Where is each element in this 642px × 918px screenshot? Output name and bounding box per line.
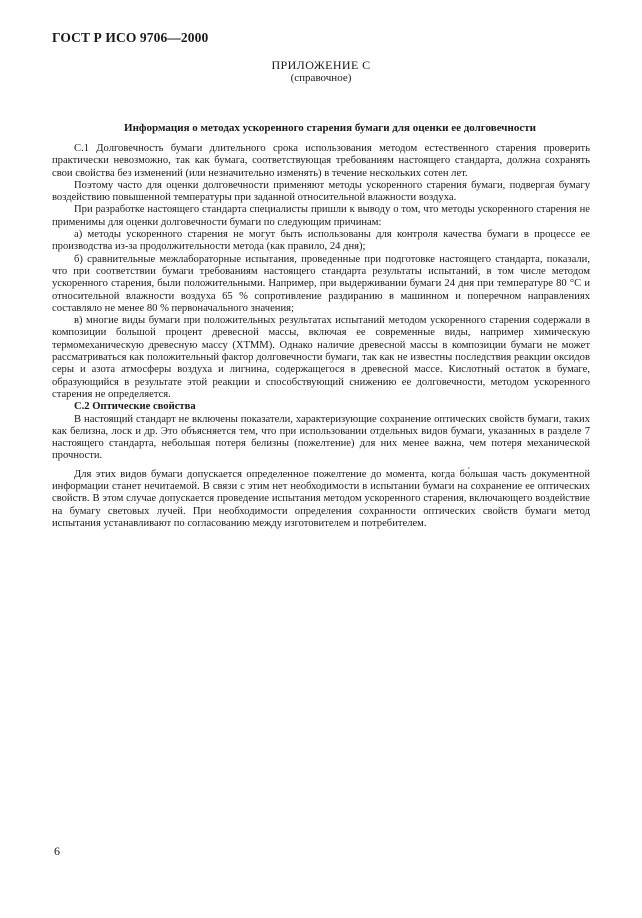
list-item-a: а) методы ускоренного старения не могут быть использованы для контроля качества бумаги в процессе ее производства из-за продолжительности метода (как правило, 24 дня);: [52, 229, 590, 253]
body-text: [52, 143, 590, 530]
page-number: 6: [54, 844, 60, 858]
subsection-heading: С.2 Оптические свойства: [74, 401, 196, 413]
section-title: Информация о методах ускоренного старения бумаги для оценки ее долговечности: [124, 122, 536, 134]
list-item-b: б) сравнительные межлабораторные испытания, проведенные при подготовке настоящего стандарта, показали, что при соответствии бумаги требованиям настоящего стандарта результаты испытаний, в том числе методом ускоренного старения, были положительными. Например, при выдерживании бумаги 24 дня при температуре 80 °С и относительной влажности воздуха 65 % сопротивление раздиранию в машинном и поперечном направлениях составляло не менее 80 % первоначального значения;: [52, 253, 590, 314]
paragraph: Для этих видов бумаги допускается определенное пожелтение до момента, когда бо́льшая часть документной информации станет нечитаемой. В связи с этим нет необходимости в испытании бумаги на сохранение ее оптических свойств. В этом случае допускается проведение испытания методом ускоренного старения, включающего воздействие на бумагу световых лучей. При необходимости определения сохранности оптических свойств бумаги метод испытания устанавливают по согласованию между изготовителем и потребителем.: [52, 468, 590, 529]
document-code: ГОСТ Р ИСО 9706—2000: [52, 30, 209, 45]
list-item-c: в) многие виды бумаги при положительных результатах испытаний методом ускоренного старения содержали в композиции большой процент древесной массы, включая ее современные виды, например химическую термомеханическую древесную массу (ХТММ). Однако наличие древесной массы в композиции бумаги не может рассматриваться как положительный фактор долговечности бумаги, так как не известны последствия реакции оксидов серы и азота атмосферы воздуха и лигнина, содержащегося в древесной массе. Кислотный остаток в бумаге, образующийся в результате этой реакции и способствующий снижению ее долговечности, методом ускоренного старения не определяется.: [52, 315, 590, 400]
paragraph: В настоящий стандарт не включены показатели, характеризующие сохранение оптических свойств бумаги, таких как белизна, лоск и др. Это объясняется тем, что при использовании отдельных видов бумаги, указанных в разделе 7 настоящего стандарта, небольшая потеря белизны (пожелтение) для них менее важна, чем потеря механической прочности.: [52, 413, 590, 462]
appendix-title: ПРИЛОЖЕНИЕ С: [271, 58, 371, 72]
paragraph-c1: С.1 Долговечность бумаги длительного срока использования методом естественного старения проверить практически невозможно, так как бумага, соответствующая требованиям настоящего стандарта, должна сохранять свои свойства без изменений (или незначительно изменять) в течение нескольких сотен лет.: [52, 143, 590, 179]
paragraph: При разработке настоящего стандарта специалисты пришли к выводу о том, что методы ускоренного старения не применимы для оценки долговечности бумаги по следующим причинам:: [52, 204, 590, 228]
appendix-subtitle: (справочное): [290, 72, 352, 84]
paragraph: Поэтому часто для оценки долговечности применяют методы ускоренного старения бумаги, подвергая бумагу воздействию повышенной температуры при заданной относительной влажности воздуха.: [52, 179, 590, 204]
